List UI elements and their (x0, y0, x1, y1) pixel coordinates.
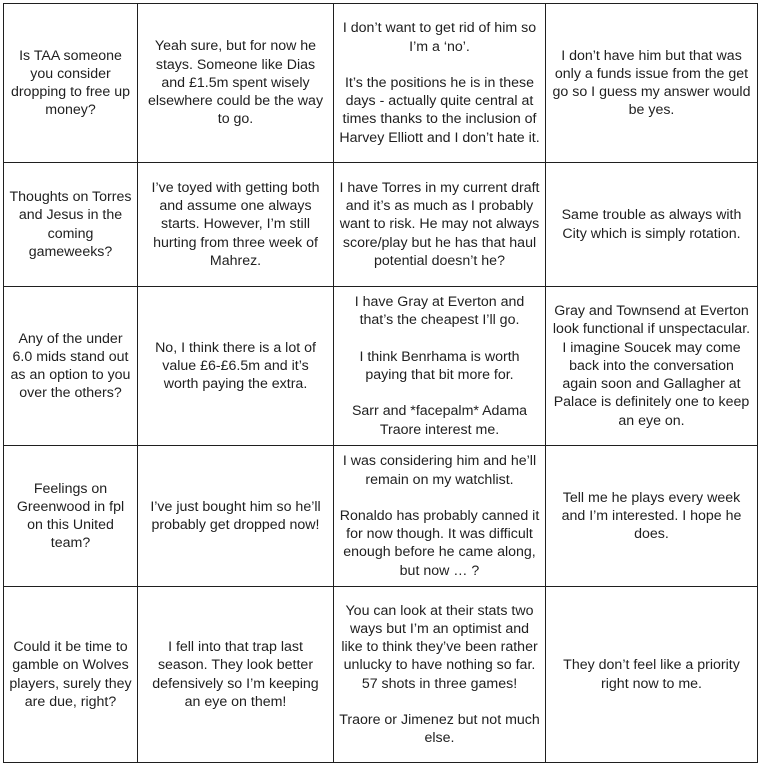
question-text: Thoughts on Torres and Jesus in the coming gameweeks? (9, 189, 132, 260)
answer-cell-2 (334, 587, 546, 763)
answer-paragraph: They don’t feel like a priority right now to me. (563, 657, 740, 692)
question-cell (4, 287, 138, 446)
answer-cell-2 (334, 446, 546, 587)
answer-cell-1 (138, 163, 334, 287)
answer-paragraph: Tell me he plays every week and I’m interested. I hope he does. (561, 489, 742, 543)
question-text: Is TAA someone you consider dropping to free up money? (10, 47, 131, 119)
answer-paragraph: I fell into that trap last season. They look better defensively so I’m keeping an eye on them! (152, 639, 319, 710)
qa-table (3, 3, 758, 763)
answer-paragraph: I think Benrhama is worth paying that bit more for. (359, 348, 520, 383)
answer-cell-3 (546, 587, 758, 763)
answer-paragraph: I’ve toyed with getting both and assume one always starts. However, I’m still hurting from three week of Mahrez. (151, 179, 320, 269)
qa-grid (3, 3, 757, 762)
answer-cell-1 (138, 287, 334, 446)
question-cell (4, 587, 138, 763)
answer-paragraph: I don’t want to get rid of him so I’m a ‘no’. (342, 20, 537, 55)
answer-paragraph: I don’t have him but that was only a funds issue from the get go so I guess my answer would be yes. (552, 47, 751, 119)
answer-paragraph: I’ve just bought him so he’ll probably get dropped now! (150, 498, 321, 533)
answer-cell-2 (334, 163, 546, 287)
question-text: Feelings on Greenwood in fpl on this United team? (16, 480, 125, 552)
answer-paragraph: I have Gray at Everton and that’s the cheapest I’ll go. (354, 294, 525, 329)
answer-paragraph: Gray and Townsend at Everton look functional if unspectacular. I imagine Soucek may come back into the conversation again soon and Gallagher at Palace is definitely one to keep an eye on. (552, 303, 751, 429)
answer-cell-1 (138, 587, 334, 763)
answer-cell-3 (546, 287, 758, 446)
answer-paragraph: I have Torres in my current draft and it’s as much as I probably want to risk. He may not always score/play but he has that haul potential doesn’t he? (339, 179, 540, 269)
answer-cell-2 (334, 287, 546, 446)
answer-paragraph: Yeah sure, but for now he stays. Someone like Dias and £1.5m spent wisely elsewhere could be the way to go. (147, 38, 324, 128)
question-cell (4, 446, 138, 587)
answer-paragraph: I was considering him and he’ll remain on my watchlist. (342, 453, 537, 488)
question-text: Any of the under 6.0 mids stand out as an option to you over the others? (10, 330, 131, 402)
question-cell (4, 4, 138, 163)
answer-cell-3 (546, 163, 758, 287)
answer-paragraph: It’s the positions he is in these days - actually quite central at times thanks to the inclusion of Harvey Elliott and I don’t hate it. (339, 74, 540, 146)
qa-table-body (4, 4, 758, 763)
answer-paragraph: No, I think there is a lot of value £6-£6.5m and it’s worth paying the extra. (155, 339, 316, 393)
answer-paragraph: Sarr and *facepalm* Adama Traore interest me. (351, 403, 528, 438)
answer-paragraph: You can look at their stats two ways but I’m an optimist and like to think they’ve been rather unlucky to have nothing so far. 57 shots in three games! (341, 602, 538, 692)
table-row (4, 163, 758, 287)
answer-cell-2 (334, 4, 546, 163)
answer-cell-1 (138, 446, 334, 587)
table-row (4, 587, 758, 763)
answer-paragraph: Same trouble as always with City which is simply rotation. (561, 207, 742, 242)
table-row (4, 4, 758, 163)
answer-paragraph: Ronaldo has probably canned it for now though. It was difficult enough before he came along, but now … ? (339, 507, 540, 579)
answer-paragraph: Traore or Jimenez but not much else. (339, 711, 540, 747)
answer-cell-1 (138, 4, 334, 163)
question-cell (4, 163, 138, 287)
question-text: Could it be time to gamble on Wolves players, surely they are due, right? (9, 639, 132, 710)
answer-cell-3 (546, 4, 758, 163)
answer-cell-3 (546, 446, 758, 587)
table-row (4, 446, 758, 587)
table-row (4, 287, 758, 446)
